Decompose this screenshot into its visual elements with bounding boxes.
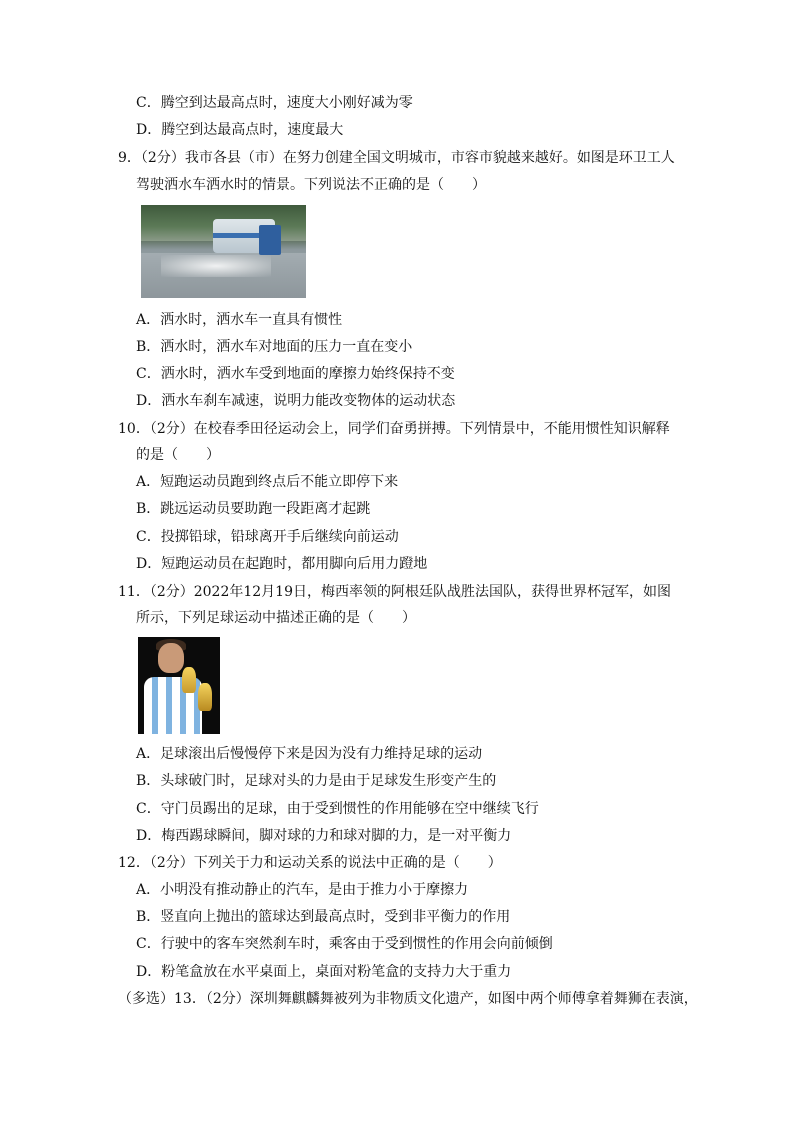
q10-option-d: D．短跑运动员在起跑时，都用脚向后用力蹬地 (136, 556, 428, 572)
q12-stem-line1: 12．（2分）下列关于力和运动关系的说法中正确的是（ ） (118, 855, 502, 871)
q9-option-c: C．洒水时，洒水车受到地面的摩擦力始终保持不变 (136, 366, 455, 382)
q11-option-b: B．头球破门时，足球对头的力是由于足球发生形变产生的 (136, 773, 497, 789)
q12-option-a: A．小明没有推动静止的汽车，是由于推力小于摩擦力 (136, 882, 469, 898)
q10-option-c: C．投掷铅球，铅球离开手后继续向前运动 (136, 529, 399, 545)
q9-option-d: D．洒水车刹车减速，说明力能改变物体的运动状态 (136, 393, 456, 409)
q11-stem-line1: 11．（2分）2022年12月19日，梅西率领的阿根廷队战胜法国队，获得世界杯冠军，如图 (118, 584, 671, 600)
q9-stem-line1: 9．（2分）我市各县（市）在努力创建全国文明城市，市容市貌越来越好。如图是环卫工人 (118, 150, 675, 166)
q12-option-b: B．竖直向上抛出的篮球达到最高点时，受到非平衡力的作用 (136, 909, 511, 925)
water-spray (161, 255, 271, 277)
sprinkler-truck-image (141, 205, 306, 298)
q10-stem-line1: 10．（2分）在校春季田径运动会上，同学们奋勇拼搏。下列情景中，不能用惯性知识解释 (118, 421, 670, 437)
golden-ball-trophy (198, 683, 212, 711)
q11-option-a: A．足球滚出后慢慢停下来是因为没有力维持足球的运动 (136, 746, 483, 762)
q10-option-b: B．跳远运动员要助跑一段距离才起跳 (136, 501, 371, 517)
q9-option-a: A．洒水时，洒水车一直具有惯性 (136, 312, 343, 328)
q11-option-d: D．梅西踢球瞬间，脚对球的力和球对脚的力，是一对平衡力 (136, 828, 512, 844)
q8-option-c: C．腾空到达最高点时，速度大小刚好减为零 (136, 95, 413, 111)
q10-stem-line2: 的是（ ） (136, 447, 220, 463)
player-head (158, 643, 184, 673)
q11-stem-line2: 所示，下列足球运动中描述正确的是（ ） (136, 610, 416, 626)
q9-option-b: B．洒水时，洒水车对地面的压力一直在变小 (136, 339, 413, 355)
q11-option-c: C．守门员踢出的足球，由于受到惯性的作用能够在空中继续飞行 (136, 801, 539, 817)
q9-stem-line2: 驾驶洒水车洒水时的情景。下列说法不正确的是（ ） (136, 177, 486, 193)
q13-stem-line1: （多选）13．（2分）深圳舞麒麟舞被列为非物质文化遗产，如图中两个师傅拿着舞狮在表演， (118, 991, 698, 1007)
q10-option-a: A．短跑运动员跑到终点后不能立即停下来 (136, 474, 399, 490)
messi-trophy-image (138, 637, 220, 734)
q12-option-c: C．行驶中的客车突然刹车时，乘客由于受到惯性的作用会向前倾倒 (136, 936, 553, 952)
truck-cab (259, 225, 281, 255)
q8-option-d: D．腾空到达最高点时，速度最大 (136, 122, 344, 138)
q12-option-d: D．粉笔盒放在水平桌面上，桌面对粉笔盒的支持力大于重力 (136, 964, 512, 980)
world-cup-trophy (182, 667, 196, 693)
